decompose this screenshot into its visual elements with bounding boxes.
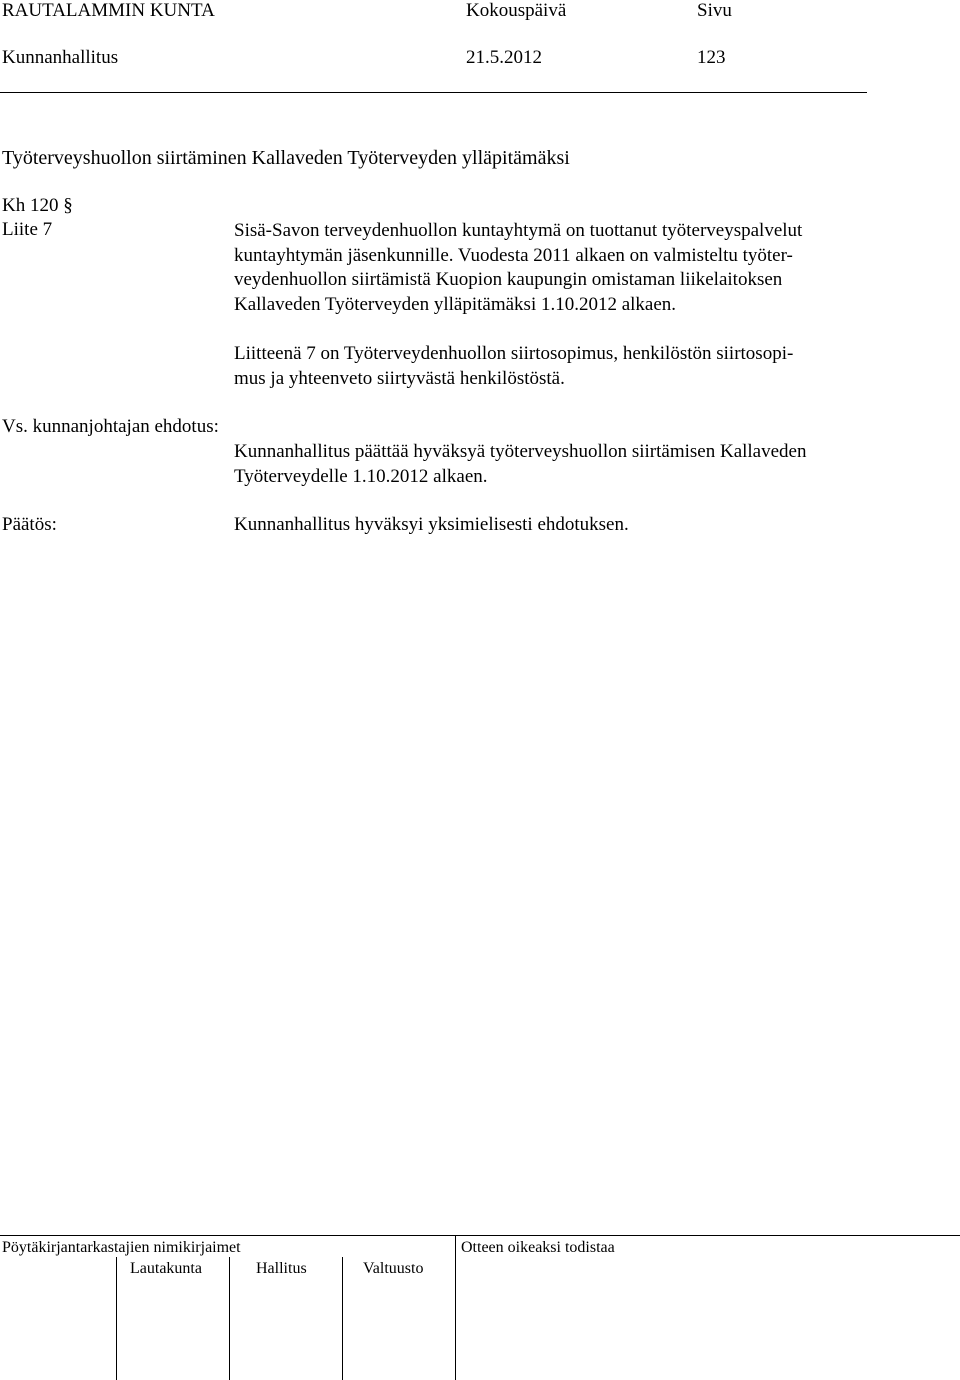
paragraph-line: kuntayhtymän jäsenkunnille. Vuodesta 2011 alkaen on valmisteltu työter-: [234, 244, 793, 266]
paragraph-line: veydenhuollon siirtämistä Kuopion kaupungin omistaman liikelaitoksen: [234, 269, 783, 290]
proposal-text: [234, 440, 894, 489]
footer-column-lautakunta: Lautakunta: [130, 1260, 202, 1277]
certified-label: Otteen oikeaksi todistaa: [461, 1239, 615, 1256]
footer-column-divider: [342, 1257, 343, 1380]
footer-section-divider: [455, 1235, 456, 1380]
footer-divider: [0, 1235, 960, 1236]
meeting-date: 21.5.2012: [466, 47, 542, 68]
body-name: Kunnanhallitus: [2, 47, 119, 68]
paragraph-line: Kallaveden Työterveyden ylläpitämäksi 1.10.2012 alkaen.: [234, 293, 677, 315]
paragraph-line: Liitteenä 7 on Työterveydenhuollon siirtosopimus, henkilöstön siirtosopi-: [234, 343, 794, 364]
paragraph-background: [234, 219, 894, 317]
item-reference: Kh 120 §: [2, 195, 73, 216]
municipality-name: RAUTALAMMIN KUNTA: [2, 0, 215, 21]
attachment-reference: Liite 7: [2, 219, 53, 240]
page-number: 123: [697, 47, 726, 68]
paragraph-attachment: [234, 342, 894, 391]
footer-column-divider: [116, 1257, 117, 1380]
paragraph-line: Työterveydelle 1.10.2012 alkaen.: [234, 465, 488, 487]
initials-label: Pöytäkirjantarkastajien nimikirjaimet: [2, 1239, 241, 1256]
proposal-label: Vs. kunnanjohtajan ehdotus:: [2, 416, 219, 437]
header-divider: [0, 92, 867, 93]
footer-column-valtuusto: Valtuusto: [363, 1260, 424, 1277]
decision-text: Kunnanhallitus hyväksyi yksimielisesti ehdotuksen.: [234, 514, 629, 535]
paragraph-line: mus ja yhteenveto siirtyvästä henkilöstöstä.: [234, 367, 565, 389]
meeting-date-label: Kokouspäivä: [466, 0, 567, 21]
footer-column-divider: [229, 1257, 230, 1380]
page-label: Sivu: [697, 0, 732, 21]
paragraph-line: Kunnanhallitus päättää hyväksyä työterveyshuollon siirtämisen Kallaveden: [234, 441, 807, 462]
decision-label: Päätös:: [2, 514, 57, 535]
footer-column-hallitus: Hallitus: [256, 1260, 307, 1277]
paragraph-line: Sisä-Savon terveydenhuollon kuntayhtymä on tuottanut työterveyspalvelut: [234, 220, 803, 241]
document-title: Työterveyshuollon siirtäminen Kallaveden Työterveyden ylläpitämäksi: [2, 147, 570, 169]
